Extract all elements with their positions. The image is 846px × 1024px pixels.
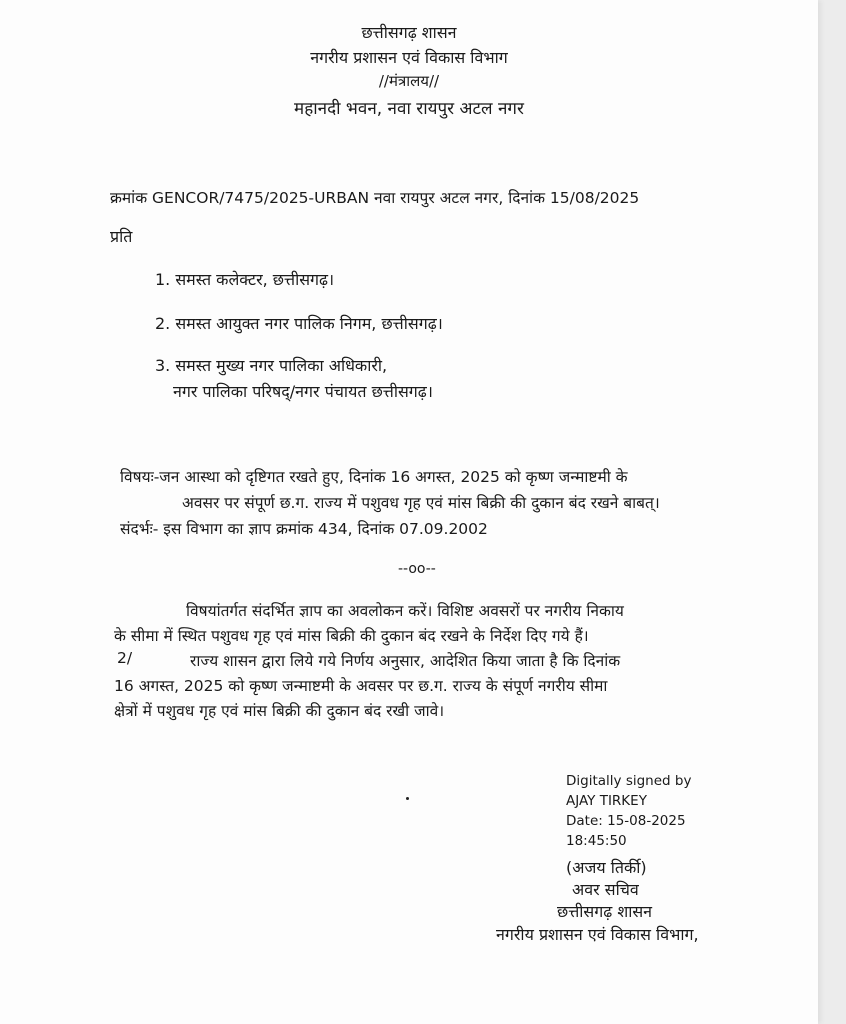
recipient-1: 1. समस्त कलेक्टर, छत्तीसगढ़। <box>155 270 335 289</box>
separator: --oo-- <box>398 561 436 577</box>
signatory-office: छत्तीसगढ़ शासन <box>557 902 653 921</box>
signatory-department: नगरीय प्रशासन एवं विकास विभाग, <box>496 925 699 944</box>
ink-dot <box>406 797 409 800</box>
para1-line-2: के सीमा में स्थित पशुवध गृह एवं मांस बिक्री की दुकान बंद रखने के निर्देश दिए गये हैं। <box>114 627 589 645</box>
subject-line-2: अवसर पर संपूर्ण छ.ग. राज्य में पशुवध गृह एवं मांस बिक्री की दुकान बंद रखने बाबत्। <box>182 494 660 512</box>
recipient-3: 3. समस्त मुख्य नगर पालिका अधिकारी, <box>155 356 388 375</box>
para2-number: 2/ <box>117 649 133 667</box>
subject-reference: संदर्भः- इस विभाग का ज्ञाप क्रमांक 434, दिनांक 07.09.2002 <box>120 520 488 538</box>
header-department: नगरीय प्रशासन एवं विकास विभाग <box>310 48 508 67</box>
para2-line-2: 16 अगस्त, 2025 को कृष्ण जन्माष्टमी के अवसर पर छ.ग. राज्य के संपूर्ण नगरीय सीमा <box>114 677 608 695</box>
para2-line-3: क्षेत्रों में पशुवध गृह एवं मांस बिक्री की दुकान बंद रखी जावे। <box>114 702 445 720</box>
signatory-name: (अजय तिर्की) <box>566 858 647 877</box>
subject-line-1: विषयः-जन आस्था को दृष्टिगत रखते हुए, दिनांक 16 अगस्त, 2025 को कृष्ण जन्माष्टमी के <box>120 468 628 486</box>
header-ministry: //मंत्रालय// <box>378 72 440 90</box>
digital-signature-date: Date: 15-08-2025 <box>566 813 686 829</box>
to-label: प्रति <box>110 227 133 246</box>
header-government: छत्तीसगढ़ शासन <box>361 23 457 42</box>
digital-signature-time: 18:45:50 <box>566 833 627 849</box>
digital-signature-line-1: Digitally signed by <box>566 773 692 789</box>
para1-line-1: विषयांतर्गत संदर्भित ज्ञाप का अवलोकन करें। विशिष्ट अवसरों पर नगरीय निकाय <box>186 602 624 620</box>
header-address: महानदी भवन, नवा रायपुर अटल नगर <box>294 99 524 119</box>
signatory-designation: अवर सचिव <box>572 880 639 899</box>
reference-number: क्रमांक GENCOR/7475/2025-URBAN नवा रायपुर अटल नगर, दिनांक 15/08/2025 <box>110 189 640 207</box>
recipient-2: 2. समस्त आयुक्त नगर पालिक निगम, छत्तीसगढ़। <box>155 314 443 333</box>
para2-line-1: राज्य शासन द्वारा लिये गये निर्णय अनुसार, आदेशित किया जाता है कि दिनांक <box>190 652 621 670</box>
recipient-3-cont: नगर पालिका परिषद्/नगर पंचायत छत्तीसगढ़। <box>173 382 433 401</box>
digital-signature-name: AJAY TIRKEY <box>566 793 647 809</box>
